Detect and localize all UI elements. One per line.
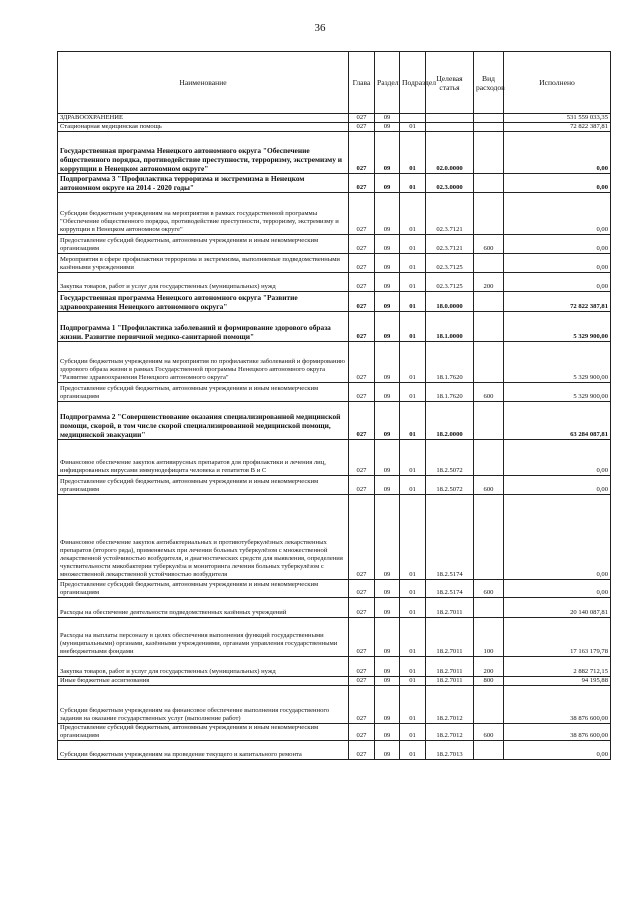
cell-expense-type: 600 [474, 383, 504, 402]
cell-subsection: 01 [400, 724, 426, 741]
table-row [58, 598, 611, 618]
cell-name: Подпрограмма 1 "Профилактика заболеваний и формирование здорового образа жизни. Развитие первичной медико-санитарной помощи" [58, 312, 349, 342]
cell-section: 09 [375, 132, 400, 174]
cell-chapter: 027 [349, 618, 375, 657]
cell-expense-type: 600 [474, 724, 504, 741]
cell-chapter: 027 [349, 657, 375, 677]
cell-target: 18.2.5072 [426, 440, 474, 476]
cell-target: 18.2.7012 [426, 686, 474, 724]
cell-section: 09 [375, 476, 400, 495]
cell-chapter: 027 [349, 312, 375, 342]
cell-subsection: 01 [400, 193, 426, 235]
cell-target: 18.2.7012 [426, 724, 474, 741]
cell-section: 09 [375, 123, 400, 132]
cell-expense-type [474, 402, 504, 440]
cell-expense-type [474, 292, 504, 312]
cell-executed: 0,00 [504, 440, 611, 476]
cell-section: 09 [375, 440, 400, 476]
table-row [58, 677, 611, 686]
cell-executed: 17 163 179,78 [504, 618, 611, 657]
table-row [58, 292, 611, 312]
cell-target: 18.1.0000 [426, 312, 474, 342]
cell-executed: 20 140 087,81 [504, 598, 611, 618]
cell-target: 18.2.5072 [426, 476, 474, 495]
cell-expense-type: 100 [474, 618, 504, 657]
cell-target: 18.2.7011 [426, 598, 474, 618]
cell-expense-type: 600 [474, 235, 504, 254]
cell-expense-type: 200 [474, 273, 504, 292]
cell-expense-type: 200 [474, 657, 504, 677]
cell-section: 09 [375, 254, 400, 273]
cell-section: 09 [375, 580, 400, 598]
cell-expense-type [474, 193, 504, 235]
cell-name: Субсидии бюджетным учреждениям на финансовое обеспечение выполнения государственного задания на оказание государственных услуг (выполнение работ) [58, 686, 349, 724]
cell-expense-type [474, 114, 504, 123]
cell-name: Закупка товаров, работ и услуг для государственных (муниципальных) нужд [58, 657, 349, 677]
cell-executed: 0,00 [504, 495, 611, 580]
cell-expense-type [474, 312, 504, 342]
cell-subsection: 01 [400, 440, 426, 476]
cell-chapter: 027 [349, 580, 375, 598]
cell-target: 18.2.7011 [426, 618, 474, 657]
cell-subsection: 01 [400, 402, 426, 440]
cell-chapter: 027 [349, 132, 375, 174]
cell-name: Финансовое обеспечение закупок антивирусных препаратов для профилактики и лечения лиц, инфицированных вирусами иммунодефицита человека и гепатитов В и С [58, 440, 349, 476]
cell-executed: 72 822 387,81 [504, 123, 611, 132]
cell-executed: 5 329 900,00 [504, 312, 611, 342]
cell-target: 02.0.0000 [426, 132, 474, 174]
table-row [58, 273, 611, 292]
cell-expense-type [474, 254, 504, 273]
cell-target: 18.1.7620 [426, 342, 474, 383]
cell-expense-type [474, 495, 504, 580]
cell-name: Субсидии бюджетным учреждениям на проведение текущего и капитального ремонта [58, 741, 349, 760]
cell-section: 09 [375, 114, 400, 123]
cell-executed: 5 329 900,00 [504, 342, 611, 383]
cell-chapter: 027 [349, 273, 375, 292]
cell-chapter: 027 [349, 402, 375, 440]
cell-expense-type [474, 132, 504, 174]
cell-subsection: 01 [400, 476, 426, 495]
cell-executed: 0,00 [504, 254, 611, 273]
table-row [58, 312, 611, 342]
table-row [58, 440, 611, 476]
header-section: Раздел [375, 52, 400, 114]
cell-section: 09 [375, 342, 400, 383]
cell-subsection: 01 [400, 686, 426, 724]
cell-subsection: 01 [400, 598, 426, 618]
cell-chapter: 027 [349, 476, 375, 495]
cell-name: Предоставление субсидий бюджетным, автономным учреждениям и иным некоммерческим организациям [58, 476, 349, 495]
cell-name: Государственная программа Ненецкого автономного округа "Развитие здравоохранения Ненецкого автономного округа" [58, 292, 349, 312]
cell-chapter: 027 [349, 292, 375, 312]
header-name: Наименование [58, 52, 349, 114]
cell-subsection: 01 [400, 383, 426, 402]
cell-chapter: 027 [349, 741, 375, 760]
cell-name: Предоставление субсидий бюджетным, автономным учреждениям и иным некоммерческим организациям [58, 383, 349, 402]
cell-section: 09 [375, 312, 400, 342]
table-row [58, 580, 611, 598]
cell-target: 02.3.7125 [426, 273, 474, 292]
table-row [58, 132, 611, 174]
cell-expense-type: 600 [474, 580, 504, 598]
cell-subsection: 01 [400, 273, 426, 292]
table-row [58, 174, 611, 193]
header-subsection: Подраздел [400, 52, 426, 114]
cell-name: Расходы на обеспечение деятельности подведомственных казённых учреждений [58, 598, 349, 618]
cell-executed: 38 876 600,00 [504, 686, 611, 724]
cell-name: Субсидии бюджетным учреждениям на мероприятия в рамках государственной программы "Обеспечение общественного порядка, противодействие преступности, терроризму, экстремизму и коррупции в Ненецком автономном округе" [58, 193, 349, 235]
cell-name: Предоставление субсидий бюджетным, автономным учреждениям и иным некоммерческим организациям [58, 580, 349, 598]
cell-expense-type [474, 686, 504, 724]
cell-executed: 5 329 900,00 [504, 383, 611, 402]
cell-executed: 0,00 [504, 580, 611, 598]
cell-target: 18.2.5174 [426, 495, 474, 580]
cell-target: 02.3.7121 [426, 193, 474, 235]
cell-expense-type [474, 174, 504, 193]
cell-name: Подпрограмма 3 "Профилактика терроризма и экстремизма в Ненецком автономном округе на 2014 - 2020 годы" [58, 174, 349, 193]
cell-section: 09 [375, 193, 400, 235]
cell-section: 09 [375, 174, 400, 193]
cell-section: 09 [375, 657, 400, 677]
cell-chapter: 027 [349, 383, 375, 402]
cell-section: 09 [375, 618, 400, 657]
cell-expense-type [474, 123, 504, 132]
cell-executed: 0,00 [504, 273, 611, 292]
cell-chapter: 027 [349, 598, 375, 618]
table-row [58, 724, 611, 741]
cell-executed: 72 822 387,81 [504, 292, 611, 312]
cell-subsection: 01 [400, 677, 426, 686]
cell-chapter: 027 [349, 123, 375, 132]
cell-executed: 0,00 [504, 193, 611, 235]
cell-subsection: 01 [400, 174, 426, 193]
cell-name: ЗДРАВООХРАНЕНИЕ [58, 114, 349, 123]
cell-section: 09 [375, 677, 400, 686]
cell-subsection: 01 [400, 495, 426, 580]
cell-chapter: 027 [349, 724, 375, 741]
cell-target: 18.1.7620 [426, 383, 474, 402]
table-row [58, 193, 611, 235]
cell-chapter: 027 [349, 193, 375, 235]
cell-target: 18.2.7011 [426, 657, 474, 677]
cell-chapter: 027 [349, 174, 375, 193]
table-row [58, 114, 611, 123]
cell-name: Закупка товаров, работ и услуг для государственных (муниципальных) нужд [58, 273, 349, 292]
table-row [58, 476, 611, 495]
table-row [58, 342, 611, 383]
cell-target [426, 114, 474, 123]
cell-chapter: 027 [349, 254, 375, 273]
cell-target: 02.3.7125 [426, 254, 474, 273]
cell-executed: 0,00 [504, 476, 611, 495]
cell-chapter: 027 [349, 235, 375, 254]
table-row [58, 495, 611, 580]
cell-subsection [400, 114, 426, 123]
cell-chapter: 027 [349, 342, 375, 383]
header-row [58, 52, 611, 114]
table-row [58, 686, 611, 724]
cell-chapter: 027 [349, 686, 375, 724]
cell-name: Предоставление субсидий бюджетным, автономным учреждениям и иным некоммерческим организациям [58, 235, 349, 254]
table-row [58, 657, 611, 677]
cell-section: 09 [375, 383, 400, 402]
cell-target: 18.2.5174 [426, 580, 474, 598]
cell-subsection: 01 [400, 342, 426, 383]
cell-subsection: 01 [400, 123, 426, 132]
table-row [58, 618, 611, 657]
header-chapter: Глава [349, 52, 375, 114]
cell-expense-type: 600 [474, 476, 504, 495]
cell-chapter: 027 [349, 440, 375, 476]
cell-target: 18.2.7011 [426, 677, 474, 686]
cell-section: 09 [375, 292, 400, 312]
cell-section: 09 [375, 724, 400, 741]
cell-target: 02.3.0000 [426, 174, 474, 193]
table-row [58, 235, 611, 254]
cell-expense-type [474, 440, 504, 476]
cell-name: Мероприятия в сфере профилактики терроризма и экстремизма, выполняемые подведомственными казёнными учреждениями [58, 254, 349, 273]
cell-subsection: 01 [400, 657, 426, 677]
cell-subsection: 01 [400, 132, 426, 174]
cell-subsection: 01 [400, 292, 426, 312]
table-row [58, 402, 611, 440]
header-target: Целевая статья [426, 52, 474, 114]
cell-chapter: 027 [349, 114, 375, 123]
cell-section: 09 [375, 686, 400, 724]
cell-target: 18.2.7013 [426, 741, 474, 760]
cell-section: 09 [375, 273, 400, 292]
cell-target [426, 123, 474, 132]
cell-chapter: 027 [349, 677, 375, 686]
cell-name: Предоставление субсидий бюджетным, автономным учреждениям и иным некоммерческим организациям [58, 724, 349, 741]
cell-subsection: 01 [400, 254, 426, 273]
cell-expense-type [474, 342, 504, 383]
table-row [58, 254, 611, 273]
cell-executed: 94 195,88 [504, 677, 611, 686]
cell-name: Подпрограмма 2 "Совершенствование оказания специализированной медицинской помощи, скорой, в том числе скорой специализированной медицинской помощи, медицинской эвакуации" [58, 402, 349, 440]
cell-name: Расходы на выплаты персоналу в целях обеспечения выполнения функций государственными (муниципальными) органами, казёнными учреждениями, органами управления государственными внебюджетными фондами [58, 618, 349, 657]
cell-executed: 0,00 [504, 174, 611, 193]
table-body [58, 114, 611, 760]
cell-name: Иные бюджетные ассигнования [58, 677, 349, 686]
cell-chapter: 027 [349, 495, 375, 580]
cell-executed: 38 876 600,00 [504, 724, 611, 741]
cell-expense-type [474, 741, 504, 760]
cell-name: Субсидии бюджетным учреждениям на мероприятия по профилактике заболеваний и формированию здорового образа жизни в рамках Государственной программы Ненецкого автономного округа "Развитие здравоохранения Ненецкого автономного округа" [58, 342, 349, 383]
cell-subsection: 01 [400, 618, 426, 657]
cell-executed: 0,00 [504, 132, 611, 174]
cell-section: 09 [375, 741, 400, 760]
cell-name: Стационарная медицинская помощь [58, 123, 349, 132]
cell-executed: 0,00 [504, 235, 611, 254]
cell-subsection: 01 [400, 741, 426, 760]
cell-expense-type [474, 598, 504, 618]
cell-subsection: 01 [400, 580, 426, 598]
table-row [58, 741, 611, 760]
cell-section: 09 [375, 495, 400, 580]
cell-name: Государственная программа Ненецкого автономного округа "Обеспечение общественного порядка, противодействие преступности, терроризму, экстремизму и коррупции в Ненецком автономном округе" [58, 132, 349, 174]
cell-section: 09 [375, 598, 400, 618]
table-row [58, 383, 611, 402]
page-number: 36 [314, 22, 326, 34]
cell-section: 09 [375, 235, 400, 254]
budget-table [57, 51, 611, 760]
header-executed: Исполнено [504, 52, 611, 114]
cell-executed: 2 882 712,15 [504, 657, 611, 677]
header-expense-type: Вид расходов [474, 52, 504, 114]
cell-target: 18.0.0000 [426, 292, 474, 312]
cell-section: 09 [375, 402, 400, 440]
cell-executed: 531 559 033,35 [504, 114, 611, 123]
cell-expense-type: 800 [474, 677, 504, 686]
table-row [58, 123, 611, 132]
cell-name: Финансовое обеспечение закупок антибактериальных и противотуберкулёзных лекарственных препаратов (второго ряда), применяемых при лечении больных туберкулёзом с множественной лекарственной устойчивостью возбудителя, и диагностических средств для выявления, определения чувствительности микобактерии туберкулёза и мониторинга лечения больных туберкулёзом с множественной лекарственной устойчивостью возбудителя [58, 495, 349, 580]
cell-subsection: 01 [400, 312, 426, 342]
cell-executed: 63 284 087,81 [504, 402, 611, 440]
cell-target: 18.2.0000 [426, 402, 474, 440]
cell-executed: 0,00 [504, 741, 611, 760]
cell-target: 02.3.7121 [426, 235, 474, 254]
cell-subsection: 01 [400, 235, 426, 254]
